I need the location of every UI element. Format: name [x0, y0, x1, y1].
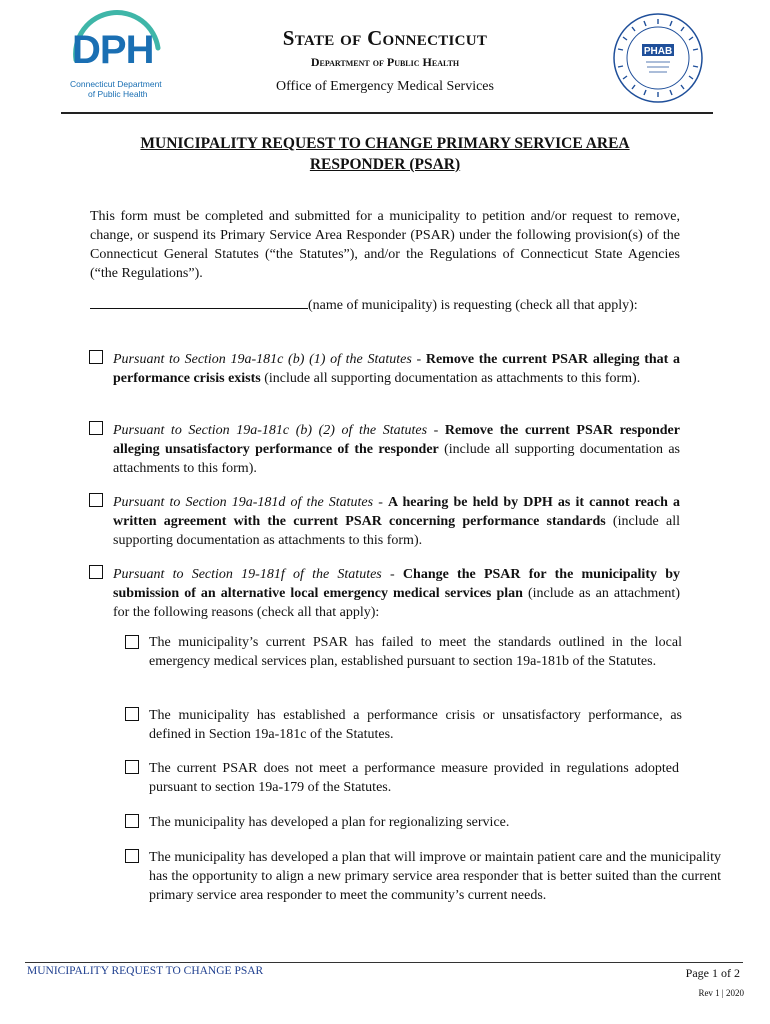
footer-form-name: MUNICIPALITY REQUEST TO CHANGE PSAR — [27, 965, 264, 977]
form-title-line-1: MUNICIPALITY REQUEST TO CHANGE PRIMARY SERVICE AREA — [140, 135, 630, 152]
reason-5-checkbox[interactable] — [125, 849, 139, 863]
reason-1-checkbox[interactable] — [125, 635, 139, 649]
reason-5-text: The municipality has developed a plan that will improve or maintain patient care and the municipality has the opportunity to align a new primary service area responder that is better suited than the current primary service area responder to meet the community’s current needs. — [149, 850, 721, 903]
seal-center-letters: PHAB — [643, 46, 673, 57]
office-name: Office of Emergency Medical Services — [276, 79, 494, 94]
reason-2-checkbox[interactable] — [125, 707, 139, 721]
reason-4-checkbox[interactable] — [125, 814, 139, 828]
option-2-checkbox[interactable] — [89, 421, 103, 435]
form-title — [60, 133, 710, 175]
seal-icon — [612, 12, 704, 104]
dph-logo-subtitle-1: Connecticut Department — [70, 79, 162, 89]
footer-divider — [25, 962, 743, 963]
department-name: Department of Public Health — [310, 55, 460, 69]
reason-4-text: The municipality has developed a plan for regionalizing service. — [149, 815, 510, 830]
option-4-text: Pursuant to Section 19-181f of the Statutes - Change the PSAR for the municipality by submission of an alternative local emergency medical services plan (include as an attachment) for the following reasons (check all that apply): — [113, 567, 681, 620]
phab-accreditation-seal — [612, 12, 704, 104]
option-1-checkbox[interactable] — [89, 350, 103, 364]
reason-1-text: The municipality’s current PSAR has failed to meet the standards outlined in the local emergency medical services plan, established pursuant to section 19a-181b of the Statutes. — [149, 635, 682, 669]
revision-label: Rev 1 | 2020 — [698, 988, 744, 998]
option-4-checkbox[interactable] — [89, 565, 103, 579]
state-title: State of Connecticut — [282, 26, 488, 50]
dph-logo-subtitle-2: of Public Health — [88, 89, 148, 99]
page-number: Page 1 of 2 — [685, 966, 740, 980]
option-3-checkbox[interactable] — [89, 493, 103, 507]
reason-3-checkbox[interactable] — [125, 760, 139, 774]
option-2-text: Pursuant to Section 19a-181c (b) (2) of the Statutes - Remove the current PSAR responder alleging unsatisfactory performance of the responder (include all supporting documentation as attachments to this form). — [113, 423, 680, 476]
dph-logo-letters: DPH — [72, 28, 154, 72]
reason-2-text: The municipality has established a performance crisis or unsatisfactory performance, as defined in Section 19a-181c of the Statutes. — [149, 708, 682, 742]
municipality-line-text: (name of municipality) is requesting (check all that apply): — [308, 298, 638, 313]
option-1-text: Pursuant to Section 19a-181c (b) (1) of the Statutes - Remove the current PSAR alleging that a performance crisis exists (include all supporting documentation as attachments to this form). — [113, 352, 680, 386]
header-divider — [61, 112, 713, 114]
municipality-line — [90, 296, 690, 314]
option-3-text: Pursuant to Section 19a-181d of the Statutes - A hearing be held by DPH as it cannot reach a written agreement with the current PSAR concerning performance standards (include all supporting documentation as attachments to this form). — [113, 495, 680, 548]
intro-paragraph: This form must be completed and submitted for a municipality to petition and/or request to remove, change, or suspend its Primary Service Area Responder (PSAR) under the following provision(s) of the Connecticut General Statutes (“the Statutes”), and/or the Regulations of Connecticut State Agencies (“the Regulations”). — [90, 209, 680, 281]
reason-3-text: The current PSAR does not meet a performance measure provided in regulations adopted pursuant to section 19a-179 of the Statutes. — [149, 761, 679, 795]
form-title-line-2: RESPONDER (PSAR) — [309, 156, 461, 173]
municipality-name-field[interactable] — [90, 296, 308, 309]
